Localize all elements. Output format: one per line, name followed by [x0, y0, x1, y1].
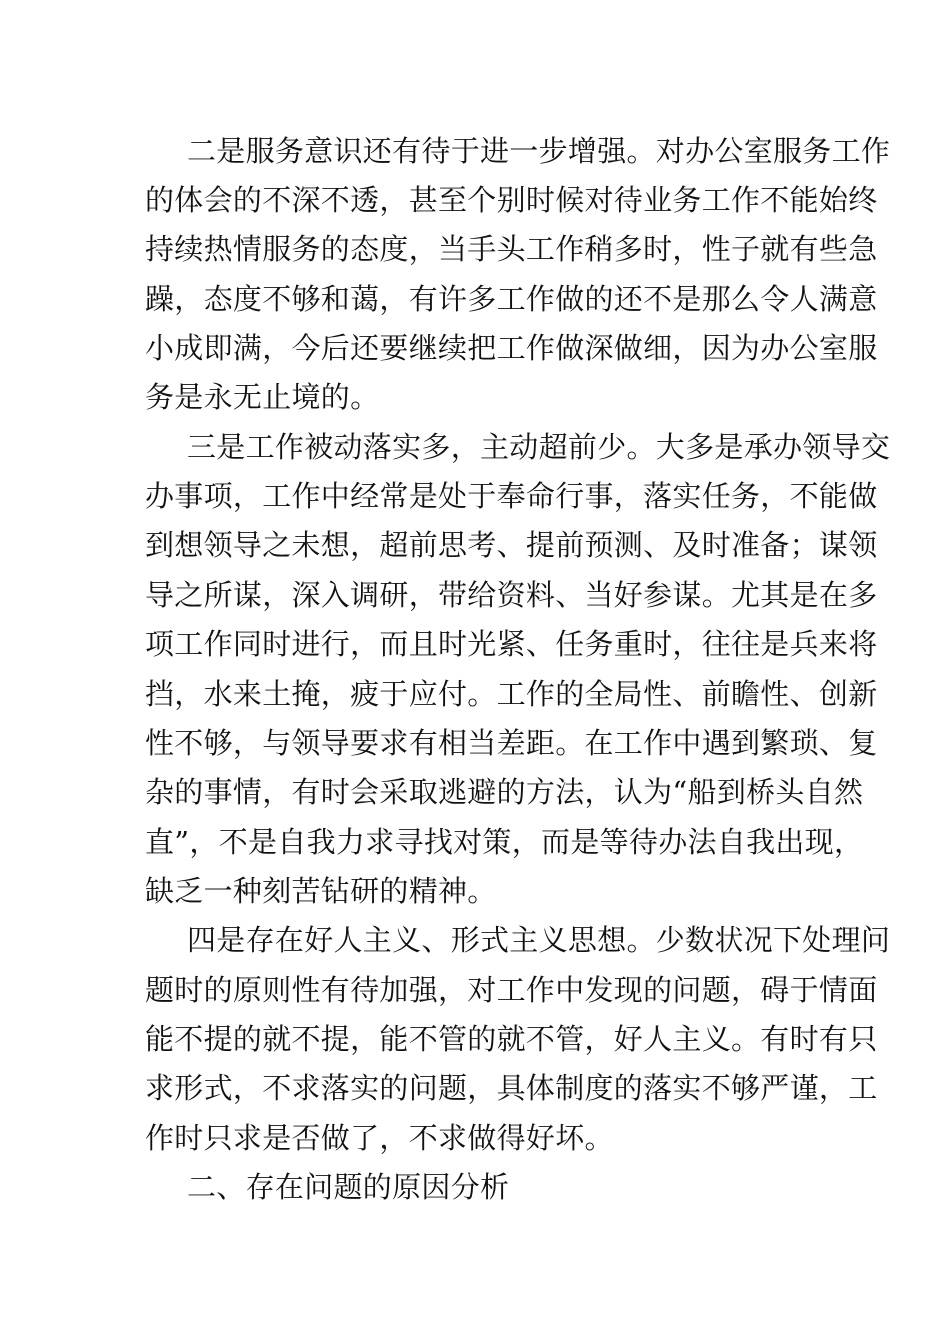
text-line: 挡，水来土掩，疲于应付。工作的全局性、前瞻性、创新 — [145, 677, 878, 711]
text-line: 三是工作被动落实多，主动超前少。大多是承办领导交 — [187, 430, 891, 464]
text-line: 到想领导之未想，超前思考、提前预测、及时准备；谋领 — [145, 528, 878, 562]
text-line: 持续热情服务的态度，当手头工作稍多时，性子就有些急 — [145, 232, 878, 266]
text-line: 的体会的不深不透，甚至个别时候对待业务工作不能始终 — [145, 183, 878, 217]
text-line: 求形式，不求落实的问题，具体制度的落实不够严谨，工 — [145, 1071, 878, 1105]
text-line: 杂的事情，有时会采取逃避的方法，认为“船到桥头自然 — [145, 775, 864, 809]
text-line: 办事项，工作中经常是处于奉命行事，落实任务，不能做 — [145, 479, 878, 513]
text-line: 小成即满，今后还要继续把工作做深做细，因为办公室服 — [145, 331, 878, 365]
section-heading: 二、存在问题的原因分析 — [187, 1170, 510, 1204]
text-line: 能不提的就不提，能不管的就不管，好人主义。有时有只 — [145, 1022, 878, 1056]
text-line: 导之所谋，深入调研，带给资料、当好参谋。尤其是在多 — [145, 578, 878, 612]
text-line: 四是存在好人主义、形式主义思想。少数状况下处理问 — [187, 923, 891, 957]
text-line: 二是服务意识还有待于进一步增强。对办公室服务工作 — [187, 134, 891, 168]
text-line: 务是永无止境的。 — [145, 380, 380, 414]
text-line: 躁，态度不够和蔼，有许多工作做的还不是那么令人满意 — [145, 282, 878, 316]
text-line: 作时只求是否做了，不求做得好坏。 — [145, 1121, 614, 1155]
text-line: 项工作同时进行，而且时光紧、任务重时，往往是兵来将 — [145, 627, 878, 661]
text-line: 直”，不是自我力求寻找对策，而是等待办法自我出现， — [145, 825, 864, 859]
text-line: 缺乏一种刻苦钻研的精神。 — [145, 874, 497, 908]
text-line: 题时的原则性有待加强，对工作中发现的问题，碍于情面 — [145, 973, 878, 1007]
text-line: 性不够，与领导要求有相当差距。在工作中遇到繁琐、复 — [145, 726, 878, 760]
